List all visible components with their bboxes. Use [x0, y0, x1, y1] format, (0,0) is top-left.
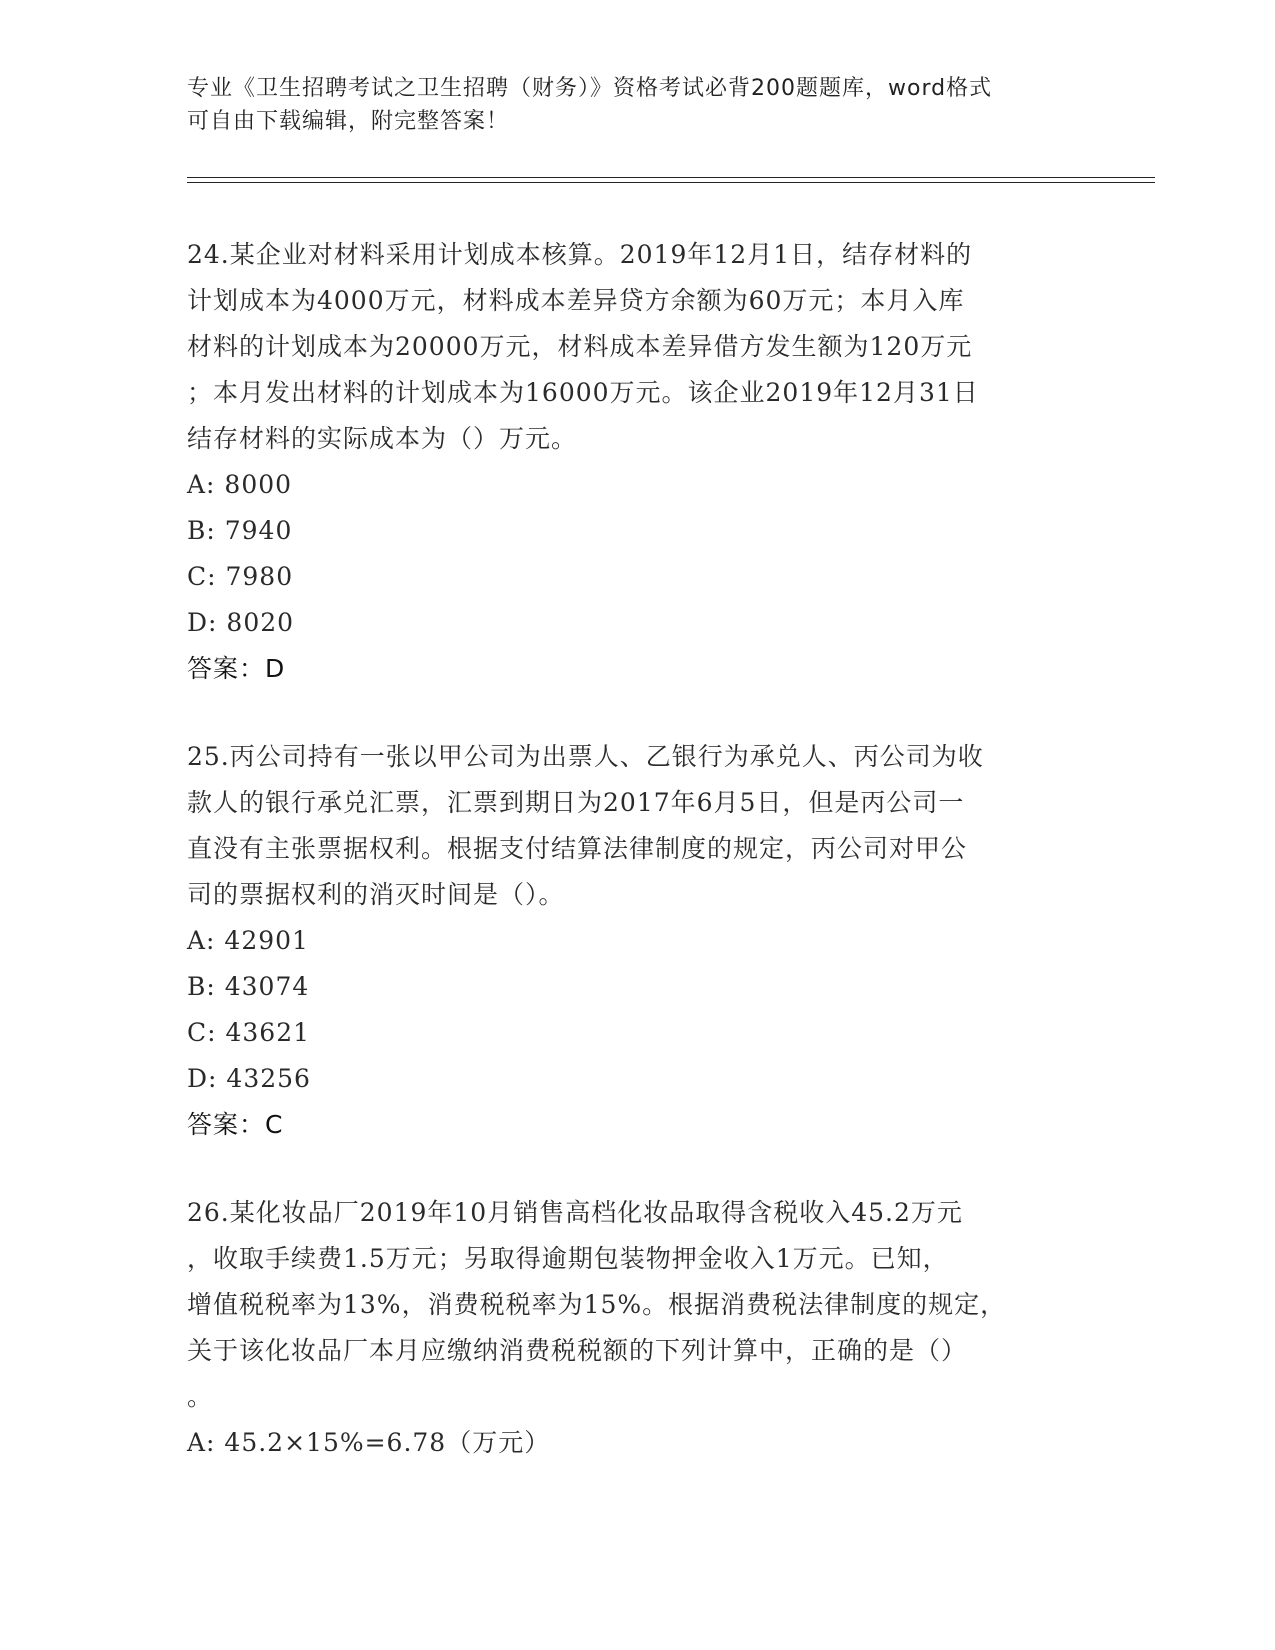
question-stem-line: 材料的计划成本为20000万元，材料成本差异借方发生额为120万元 — [187, 332, 973, 361]
question-24 — [187, 232, 1087, 692]
option-a: A: 42901 — [187, 926, 309, 955]
question-stem-line: 款人的银行承兑汇票，汇票到期日为2017年6月5日，但是丙公司一 — [187, 788, 965, 817]
question-stem-line: 关于该化妆品厂本月应缴纳消费税税额的下列计算中，正确的是（） — [187, 1336, 968, 1365]
option-c: C: 7980 — [187, 562, 294, 591]
question-stem-line: 26.某化妆品厂2019年10月销售高档化妆品取得含税收入45.2万元 — [187, 1198, 963, 1227]
question-stem-line: ，收取手续费1.5万元；另取得逾期包装物押金收入1万元。已知， — [187, 1244, 949, 1273]
question-25 — [187, 734, 1087, 1148]
header-divider-bottom — [187, 182, 1155, 183]
option-c: C: 43621 — [187, 1018, 311, 1047]
question-stem-line: 。 — [187, 1382, 214, 1411]
option-a: A: 8000 — [187, 470, 293, 499]
option-a: A: 45.2×15%=6.78（万元） — [187, 1428, 551, 1457]
header-divider-top — [187, 177, 1155, 178]
question-stem-line: 直没有主张票据权利。根据支付结算法律制度的规定，丙公司对甲公 — [187, 834, 968, 863]
question-stem-line: 计划成本为4000万元，材料成本差异贷方余额为60万元；本月入库 — [187, 286, 965, 315]
question-26 — [187, 1190, 1087, 1466]
question-stem-line: 增值税税率为13%，消费税税率为15%。根据消费税法律制度的规定， — [187, 1290, 1007, 1319]
question-list — [187, 232, 1087, 1508]
header-line-1: 专业《卫生招聘考试之卫生招聘（财务）》资格考试必背200题题库，word格式 — [187, 76, 993, 101]
document-header — [187, 72, 1067, 138]
question-stem-line: 24.某企业对材料采用计划成本核算。2019年12月1日，结存材料的 — [187, 240, 973, 269]
option-b: B: 7940 — [187, 516, 293, 545]
answer: 答案：D — [187, 654, 286, 683]
answer: 答案：C — [187, 1110, 284, 1139]
option-d: D: 8020 — [187, 608, 295, 637]
question-stem-line: 25.丙公司持有一张以甲公司为出票人、乙银行为承兑人、丙公司为收 — [187, 742, 984, 771]
header-line-2: 可自由下载编辑，附完整答案！ — [187, 109, 510, 134]
question-stem-line: ；本月发出材料的计划成本为16000万元。该企业2019年12月31日 — [187, 378, 979, 407]
option-d: D: 43256 — [187, 1064, 311, 1093]
question-stem-line: 司的票据权利的消灭时间是（）。 — [187, 880, 565, 909]
option-b: B: 43074 — [187, 972, 310, 1001]
question-stem-line: 结存材料的实际成本为（）万元。 — [187, 424, 578, 453]
